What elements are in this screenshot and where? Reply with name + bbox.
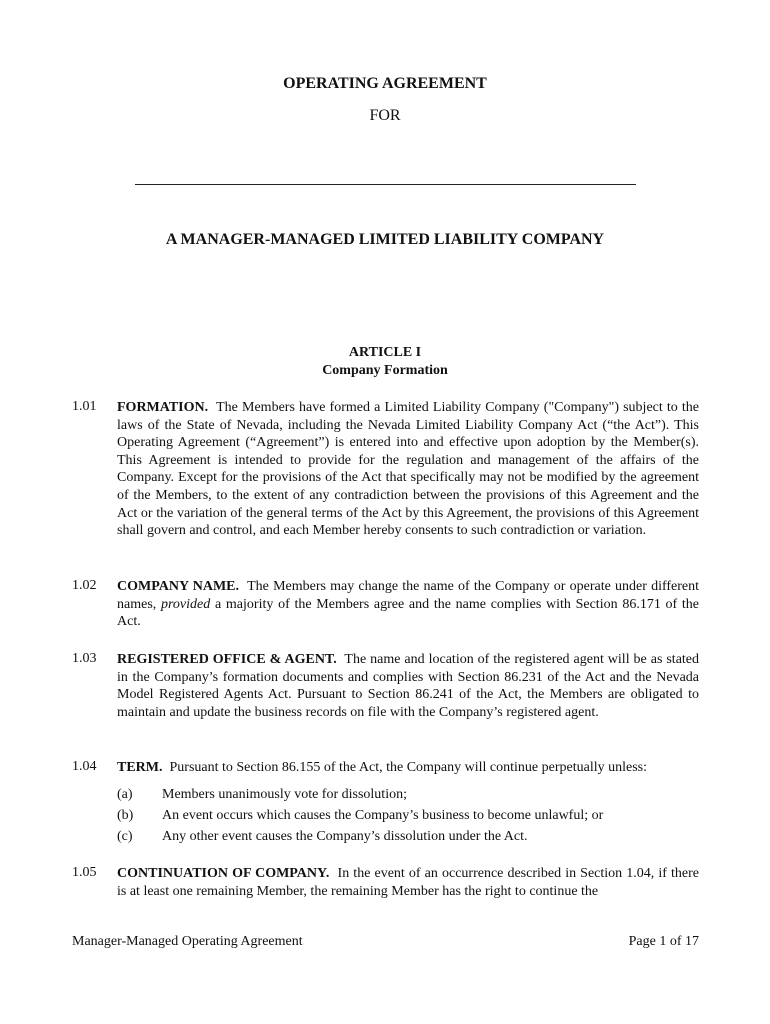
section-italic-text: provided xyxy=(161,596,211,612)
section-body xyxy=(117,651,699,721)
section-text: Pursuant to Section 86.155 of the Act, the Company will continue perpetually unless: xyxy=(169,760,647,775)
section-number: 1.01 xyxy=(72,399,97,414)
company-name-blank-line xyxy=(135,184,636,185)
section-body xyxy=(117,578,699,631)
list-item-text: Any other event causes the Company’s dissolution under the Act. xyxy=(162,829,528,844)
list-item-text: Members unanimously vote for dissolution; xyxy=(162,787,407,802)
document-title: OPERATING AGREEMENT xyxy=(283,75,487,92)
term-conditions-list xyxy=(117,786,677,849)
footer-page-number: Page 1 of 17 xyxy=(628,934,699,949)
section-text: The Members may change the name of the Company or operate under different names, xyxy=(117,579,700,612)
document-subtitle: A MANAGER-MANAGED LIMITED LIABILITY COMPANY xyxy=(165,231,605,248)
article-heading: ARTICLE I xyxy=(348,345,422,360)
section-number: 1.05 xyxy=(72,865,97,880)
section-title: COMPANY NAME. xyxy=(117,579,239,594)
section-title: REGISTERED OFFICE & AGENT. xyxy=(117,652,337,667)
section-number: 1.03 xyxy=(72,651,97,666)
article-subheading: Company Formation xyxy=(322,363,448,378)
section-number: 1.02 xyxy=(72,578,97,593)
list-item-label: (c) xyxy=(117,829,133,844)
list-item xyxy=(117,807,677,828)
section-title: FORMATION. xyxy=(117,400,209,415)
list-item-label: (a) xyxy=(117,787,133,802)
section-text: The Members have formed a Limited Liability Company ("Company") subject to the laws of the State of Nevada, including the Nevada Limited Liability Company Act (“the Act”). This Operating Agreement (“Agreement”) is entered into and effective upon adoption by the Member(s). This Agreement is intended to provide for the regulation and management of the affairs of the Company. Except for the provisions of the Act that specifically may not be modified by the agreement of the Members, to the extent of any contradiction between the provisions of this Agreement and the Act or the variation of the general terms of the Act by this Agreement, the provisions of this Agreement shall govern and control, and each Member hereby consents to such contradiction or variation. xyxy=(117,400,699,539)
section-body xyxy=(117,865,699,900)
section-title: CONTINUATION OF COMPANY. xyxy=(117,866,330,881)
list-item-label: (b) xyxy=(117,808,134,823)
section-title: TERM. xyxy=(117,760,163,775)
section-body xyxy=(117,759,699,777)
section-text: a majority of the Members agree and the name complies with Section 86.171 of the Act. xyxy=(117,596,700,630)
list-item xyxy=(117,828,677,849)
list-item xyxy=(117,786,677,807)
list-item-text: An event occurs which causes the Company’s business to become unlawful; or xyxy=(162,808,604,823)
section-number: 1.04 xyxy=(72,759,97,774)
section-text: The name and location of the registered agent will be as stated in the Company’s formation documents and complies with Section 86.231 of the Act and the Nevada Model Registered Agents Act. Pursuant to Section 86.241 of the Act, the Members are obligated to maintain and update the business records on file with the Company’s registered agent. xyxy=(117,652,700,720)
section-text: In the event of an occurrence described in Section 1.04, if there is at least one remaining Member, the remaining Member has the right to continue the xyxy=(117,866,699,899)
document-for: FOR xyxy=(369,107,401,124)
footer-document-name: Manager-Managed Operating Agreement xyxy=(72,934,303,949)
section-body xyxy=(117,399,699,540)
